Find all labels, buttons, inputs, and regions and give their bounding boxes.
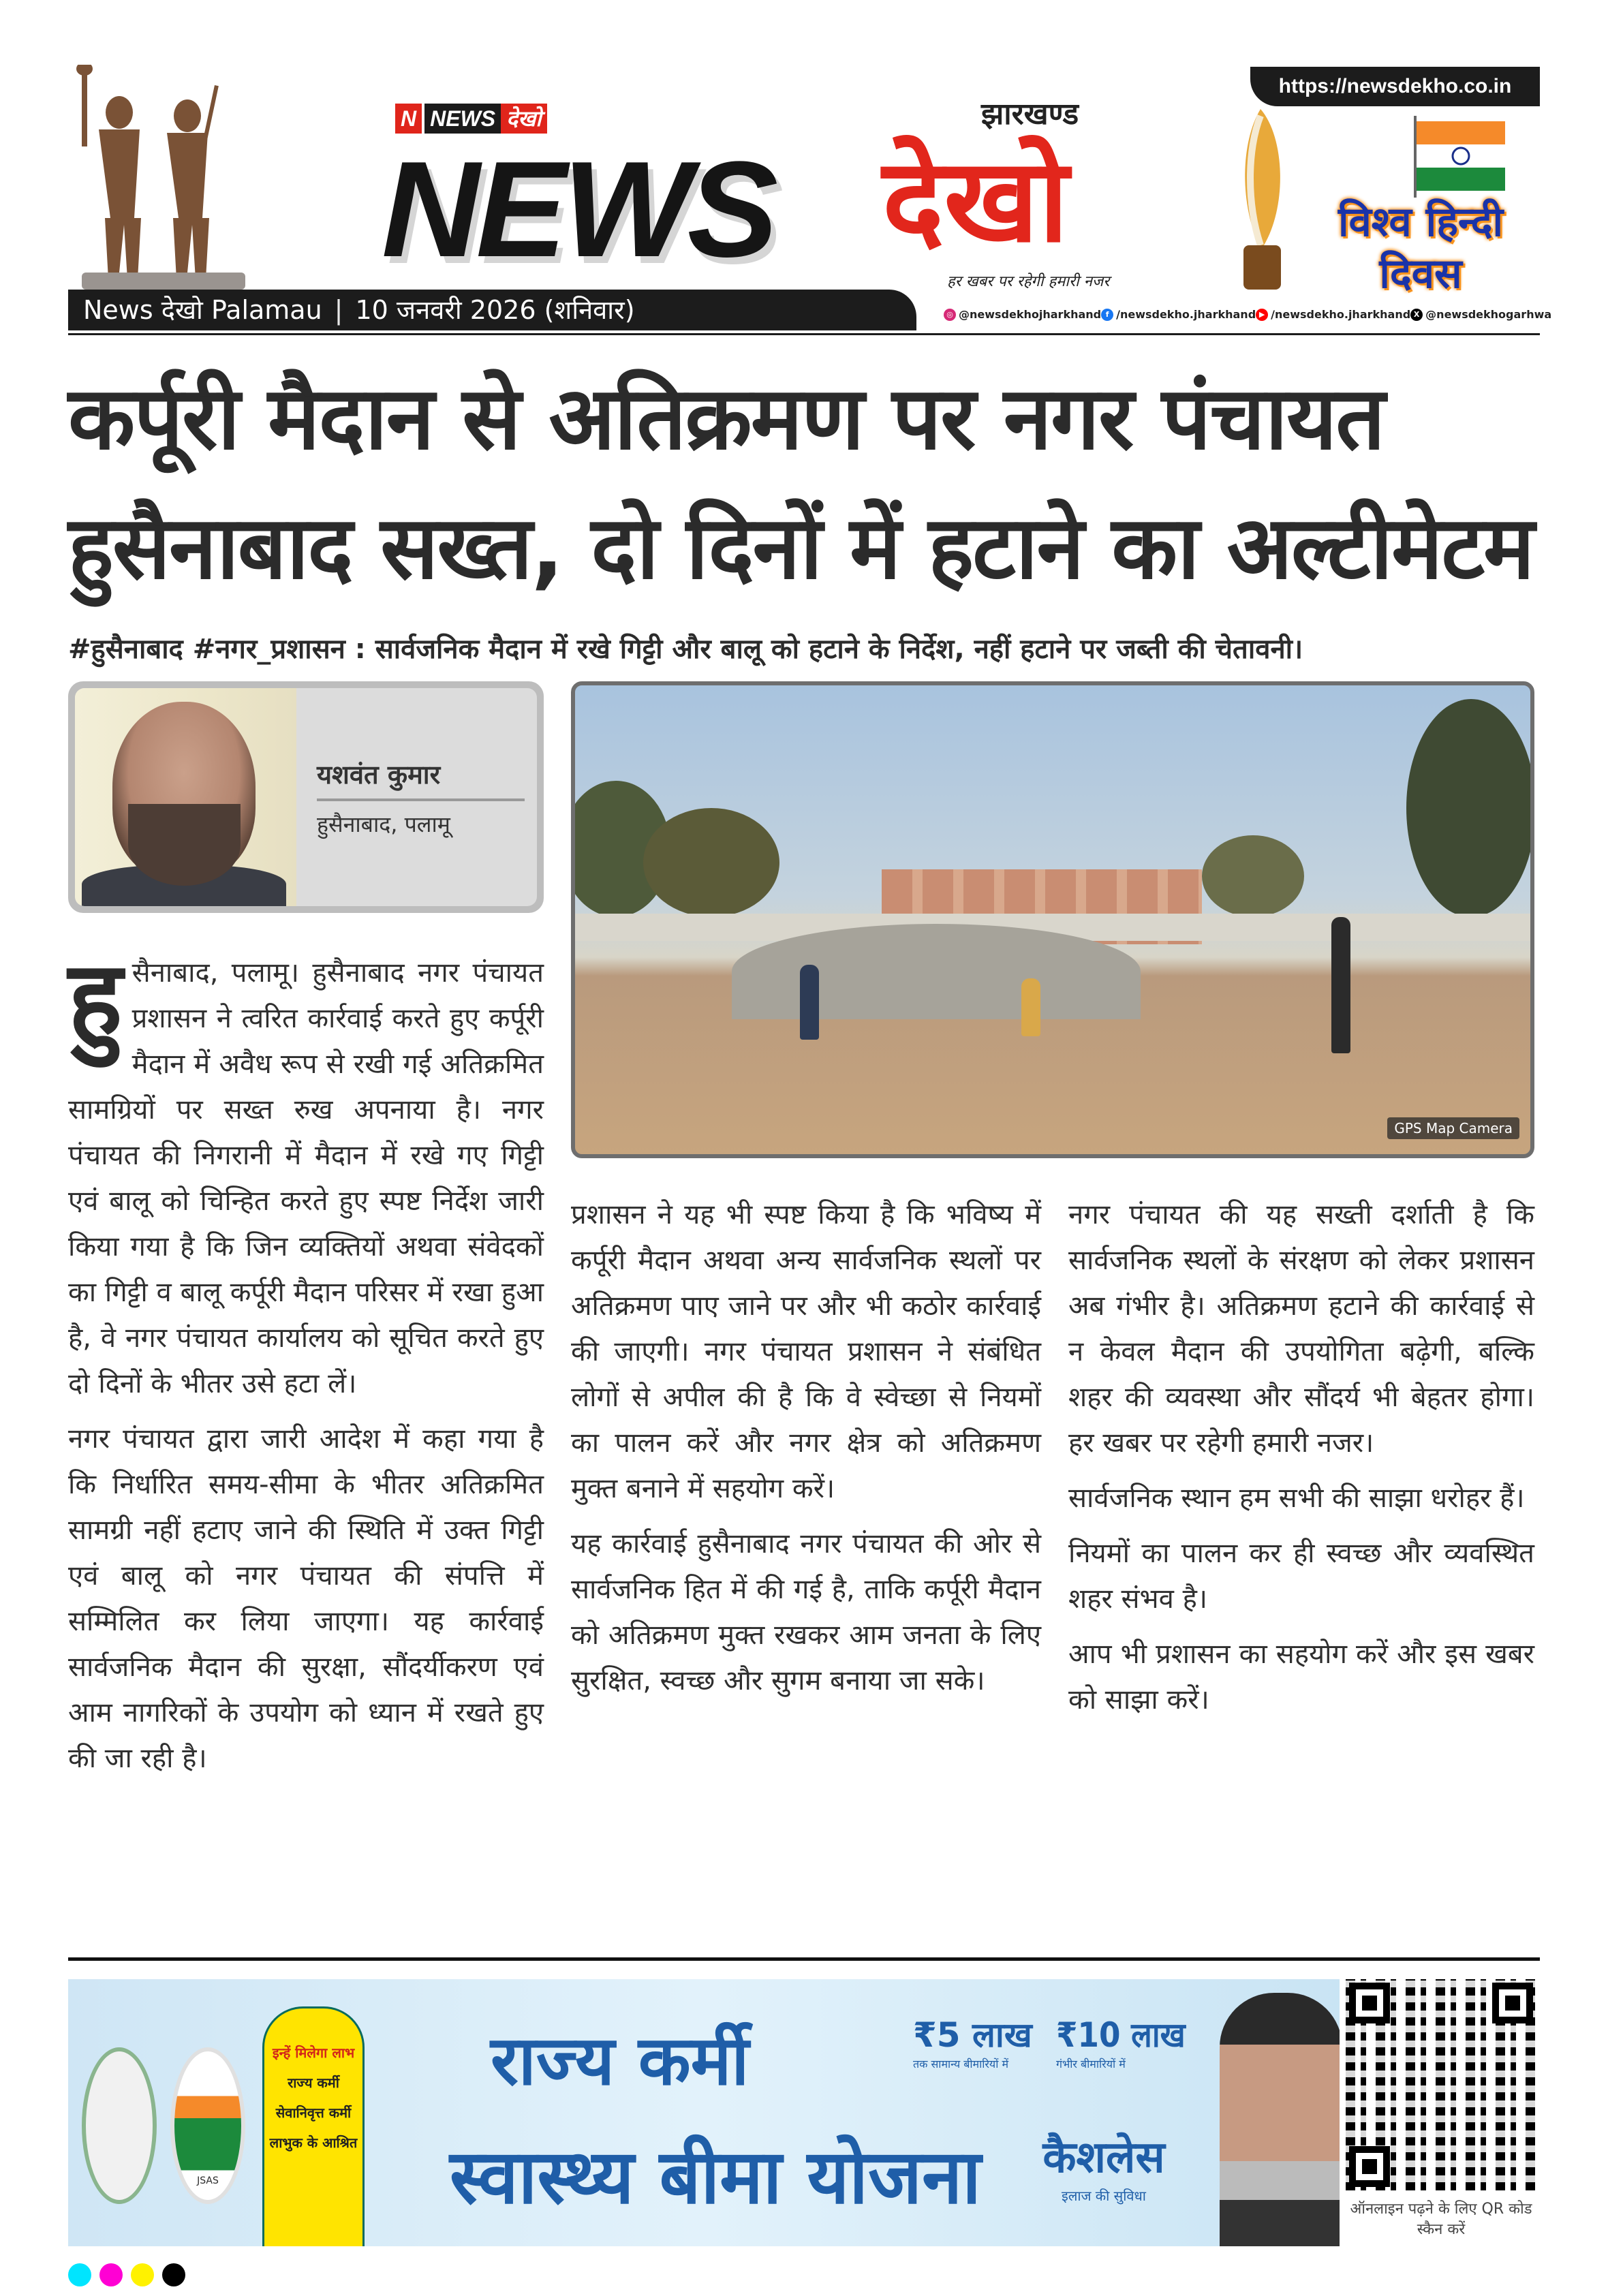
- social-links: [944, 308, 1552, 321]
- facebook-icon: f: [1101, 309, 1113, 321]
- headline: [68, 354, 1547, 613]
- news-photo: [571, 681, 1534, 1158]
- magenta-dot: [99, 2263, 123, 2286]
- cyan-dot: [68, 2263, 91, 2286]
- small-logo-n: N: [395, 104, 422, 134]
- article-column-2: [571, 1192, 1041, 1713]
- social-handle: /newsdekho.jharkhand: [1271, 308, 1411, 321]
- x-icon: X: [1410, 309, 1423, 321]
- cashless-label: [1008, 2129, 1199, 2205]
- social-handle: @newsdekhogarhwa: [1425, 308, 1552, 321]
- jsas-logo: [170, 2047, 245, 2204]
- article-column-3: [1068, 1192, 1534, 1733]
- article-paragraph: [68, 940, 544, 1407]
- tag-title: इन्हें मिलेगा लाभ: [272, 2045, 355, 2061]
- ad-title-2: स्वास्थ्य बीमा योजना: [450, 2133, 981, 2220]
- yellow-dot: [131, 2263, 154, 2286]
- qr-code[interactable]: [1346, 1979, 1536, 2190]
- author-location: हुसैनाबाद, पलामू: [317, 811, 450, 837]
- instagram-icon: ◎: [944, 309, 956, 321]
- social-youtube[interactable]: [1256, 308, 1410, 321]
- ad-title-1: राज्य कर्मी: [491, 2021, 749, 2100]
- amount-value: ₹10 लाख: [1056, 2015, 1186, 2055]
- article-paragraph: सार्वजनिक स्थान हम सभी की साझा धरोहर हैं।: [1068, 1483, 1525, 1514]
- article-column-1: [68, 940, 544, 1791]
- logo-dekho: देखो: [882, 134, 1069, 268]
- amount-value: ₹5 लाख: [913, 2015, 1032, 2055]
- edition-line: [83, 290, 635, 330]
- drop-cap: हु: [68, 940, 123, 1058]
- article-paragraph: आप भी प्रशासन का सहयोग करें और इस खबर को साझा करें।: [1068, 1639, 1534, 1716]
- tag-item: सेवानिवृत्त कर्मी: [275, 2105, 352, 2121]
- black-dot: [162, 2263, 185, 2286]
- amount-note: गंभीर बीमारियों में: [1056, 2058, 1126, 2070]
- footer-divider: [68, 1957, 1540, 1961]
- social-handle: /newsdekho.jharkhand: [1116, 308, 1256, 321]
- author-name: यशवंत कुमार: [317, 756, 525, 801]
- gps-watermark: GPS Map Camera: [1387, 1117, 1519, 1139]
- article-paragraph: प्रशासन ने यह भी स्पष्ट किया है कि भविष्य में कर्पूरी मैदान अथवा अन्य सार्वजनिक स्थलों पर अतिक्रमण पाए जाने पर और भी कठोर कार्रवाई की जाएगी। नगर पंचायत प्रशासन ने संबंधित लोगों से अपील की है कि वे स्वेच्छा से नियमों का पालन करें और नगर क्षेत्र को अतिक्रमण मुक्त बनाने में सहयोग करें।: [571, 1199, 1041, 1504]
- social-x[interactable]: [1410, 308, 1551, 321]
- quill-icon: [1233, 109, 1288, 293]
- amount-1: [913, 2013, 1046, 2072]
- article-paragraph: नगर पंचायत द्वारा जारी आदेश में कहा गया है कि निर्धारित समय-सीमा के भीतर अतिक्रमित सामग्री नहीं हटाए जाने की स्थिति में उक्त गिट्टी एवं बालू को नगर पंचायत की संपत्ति में सम्मिलित कर लिया जाएगा। यह कार्रवाई सार्वजनिक मैदान की सुरक्षा, सौंदर्यीकरण एवं आम नागरिकों के उपयोग को ध्यान में रखते हुए की जा रही है।: [68, 1423, 544, 1774]
- advertisement-banner[interactable]: [68, 1979, 1340, 2246]
- edition-date-bar: [68, 290, 916, 330]
- amount-2: [1056, 2013, 1189, 2072]
- qr-caption: ऑनलाइन पढ़ने के लिए QR कोड स्कैन करें: [1350, 2201, 1532, 2238]
- beneficiary-tag: [262, 2006, 365, 2246]
- article-paragraph: नियमों का पालन कर ही स्वच्छ और व्यवस्थित शहर संभव है।: [1068, 1538, 1534, 1615]
- statues-logo: [68, 65, 259, 290]
- cmyk-marks: [68, 2263, 185, 2286]
- subheadline: #हुसैनाबाद #नगर_प्रशासन : सार्वजनिक मैदान में रखे गिट्टी और बालू को हटाने के निर्देश, नहीं हटाने पर जब्ती की चेतावनी।: [68, 634, 1303, 665]
- cashless-text: कैशलेस: [1042, 2132, 1165, 2183]
- cashless-note: इलाज की सुविधा: [1062, 2188, 1146, 2204]
- header-divider: [68, 333, 1540, 335]
- india-flag-icon: [1414, 116, 1509, 198]
- jsas-text: JSAS: [197, 2175, 219, 2186]
- amount-note: तक सामान्य बीमारियों में: [913, 2058, 1009, 2070]
- jharkhand-emblem: [82, 2047, 157, 2204]
- headline-line-2: हुसैनाबाद सख्त, दो दिनों में हटाने का अल्टीमेटम: [68, 497, 1534, 599]
- paragraph-text: सैनाबाद, पलामू। हुसैनाबाद नगर पंचायत प्रशासन ने त्वरित कार्रवाई करते हुए कर्पूरी मैदान में अवैध रूप से रखी गई अतिक्रमित सामग्रियों पर सख्त रुख अपनाया है। नगर पंचायत की निगरानी में मैदान में रखे गए गिट्टी एवं बालू को चिन्हित करते हुए स्पष्ट निर्देश जारी किया गया है कि जिन व्यक्तियों अथवा संवेदकों का गिट्टी व बालू कर्पूरी मैदान परिसर में रखा हुआ है, वे नगर पंचायत कार्यालय को सूचित करते हुए दो दिनों के भीतर उसे हटा लें।: [68, 957, 544, 1399]
- separator: |: [334, 295, 343, 325]
- event-badge-text: विश्व हिन्दी दिवस: [1338, 198, 1503, 298]
- tag-item: लाभुक के आश्रित: [269, 2135, 358, 2151]
- article-paragraph: यह कार्रवाई हुसैनाबाद नगर पंचायत की ओर से सार्वजनिक हित में की गई है, ताकि कर्पूरी मैदान को अतिक्रमण मुक्त रखकर आम जनता के लिए सुरक्षित, स्वच्छ और सुगम बनाया जा सके।: [571, 1528, 1041, 1696]
- headline-line-1: कर्पूरी मैदान से अतिक्रमण पर नगर पंचायत: [68, 368, 1385, 469]
- small-logo-news: NEWS: [424, 104, 501, 134]
- tagline: हर खबर पर रहेगी हमारी नजर: [947, 273, 1110, 290]
- article-paragraph: नगर पंचायत की यह सख्ती दर्शाती है कि सार्वजनिक स्थलों के संरक्षण को लेकर प्रशासन अब गंभीर है। अतिक्रमण हटाने की कार्रवाई से न केवल मैदान की उपयोगिता बढ़ेगी, बल्कि शहर की व्यवस्था और सौंदर्य भी बेहतर होगा। हर खबर पर रहेगी हमारी नजर।: [1068, 1199, 1534, 1459]
- tag-item: राज्य कर्मी: [288, 2075, 339, 2091]
- vishwa-hindi-divas-badge: [1312, 116, 1530, 307]
- small-logo-dekho: देखो: [501, 104, 546, 134]
- website-url[interactable]: https://newsdekho.co.in: [1250, 67, 1540, 106]
- social-handle: @newsdekhojharkhand: [959, 308, 1102, 321]
- ad-person-photo: [1220, 1993, 1340, 2246]
- youtube-icon: ▶: [1256, 309, 1268, 321]
- small-logo: [395, 102, 547, 135]
- author-photo: [75, 688, 296, 906]
- edition-date: 10 जनवरी 2026 (शनिवार): [355, 295, 635, 325]
- edition-name: News देखो Palamau: [83, 295, 322, 325]
- author-card: [68, 681, 544, 913]
- social-instagram[interactable]: [944, 308, 1101, 321]
- social-facebook[interactable]: [1101, 308, 1256, 321]
- logo-region: झारखण्ड: [981, 97, 1079, 131]
- logo-news: NEWS: [382, 134, 774, 285]
